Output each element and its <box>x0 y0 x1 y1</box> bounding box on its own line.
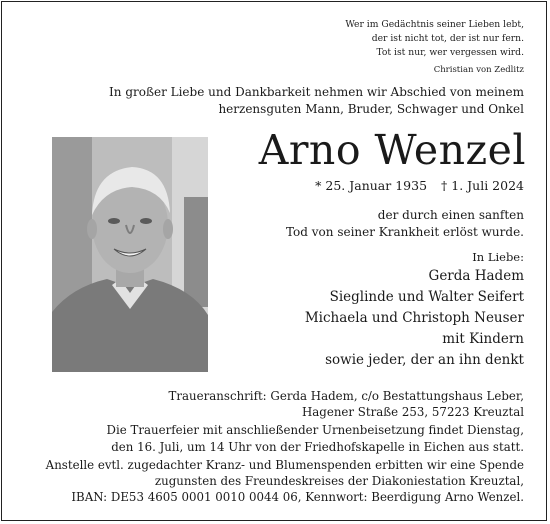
address-line: Hagener Straße 253, 57223 Kreuztal <box>301 405 524 420</box>
intro-line: herzensguten Mann, Bruder, Schwager und Onkel <box>218 101 524 116</box>
poem-line: Wer im Gedächtnis seiner Lieben lebt, <box>345 19 524 30</box>
birth-date: * 25. Januar 1935 <box>315 178 428 193</box>
poem-author: Christian von Zedlitz <box>433 64 524 75</box>
mourner-name: Sieglinde und Walter Seifert <box>329 289 524 305</box>
intro-line: In großer Liebe und Dankbarkeit nehmen wir Abschied von meinem <box>109 85 524 99</box>
death-phrase <box>286 207 524 240</box>
donation-line: Anstelle evtl. zugedachter Kranz- und Blumenspenden erbitten wir eine Spende <box>45 457 524 472</box>
death-date: † 1. Juli 2024 <box>441 178 524 193</box>
donation-line: zugunsten des Freundeskreises der Diakoniestation Kreuztal, <box>154 474 524 489</box>
deceased-name: Arno Wenzel <box>258 126 526 174</box>
memorial-poem <box>345 18 524 77</box>
portrait-image <box>52 137 208 372</box>
ceremony-info <box>46 422 524 454</box>
mourner-name: Michaela und Christoph Neuser <box>304 310 524 326</box>
mourner-name: Gerda Hadem <box>428 268 524 284</box>
poem-line: der ist nicht tot, der ist nur fern. <box>371 33 524 45</box>
phrase-line: Tod von seiner Krankheit erlöst wurde. <box>285 224 524 239</box>
mourner-name: sowie jeder, der an ihn denkt <box>325 352 524 368</box>
mourning-address <box>46 388 524 420</box>
ceremony-line: Die Trauerfeier mit anschließender Urnenbeisetzung findet Dienstag, <box>106 423 524 438</box>
portrait-photo <box>52 137 208 372</box>
phrase-line: der durch einen sanften <box>377 208 524 222</box>
mourners-list <box>305 248 524 371</box>
funeral-details <box>46 388 524 507</box>
mourner-name: mit Kindern <box>442 331 524 347</box>
life-dates <box>315 178 524 193</box>
intro-text <box>109 84 524 117</box>
mourners-label: In Liebe: <box>472 250 524 264</box>
donation-line: IBAN: DE53 4605 0001 0010 0044 06, Kennwort: Beerdigung Arno Wenzel. <box>71 490 524 505</box>
address-line: Traueranschrift: Gerda Hadem, c/o Bestattungshaus Leber, <box>168 389 524 403</box>
donation-info <box>46 457 524 506</box>
ceremony-line: den 16. Juli, um 14 Uhr von der Friedhofskapelle in Eichen aus statt. <box>111 439 524 454</box>
poem-line: Tot ist nur, wer vergessen wird. <box>376 47 524 59</box>
